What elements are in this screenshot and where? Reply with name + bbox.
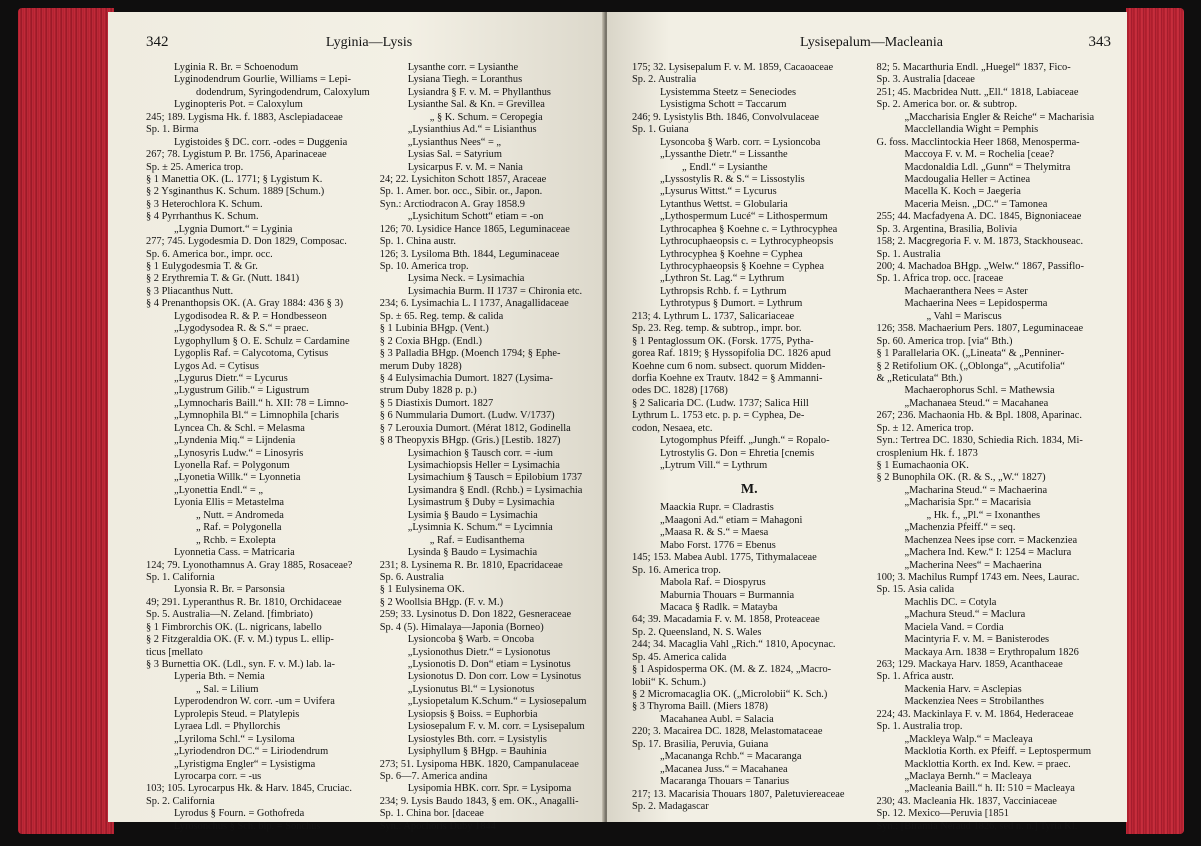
entry-line: 126; 3. Lysiloma Bth. 1844, Leguminaceae <box>379 248 560 260</box>
entry-line: „ Hk. f., „Pl.“ = Ixonanthes <box>926 509 1040 521</box>
entry-line: codon, Nesaea, etc. <box>632 422 713 434</box>
entry-line: odes DC. 1828) [1768) <box>632 385 728 397</box>
entry-line: § 3 Heterochlora K. Schum. <box>146 198 263 210</box>
entry-line: Mackenziea Nees = Strobilanthes <box>904 696 1044 708</box>
entry-line: Lysiana Tiegh. = Loranthus <box>407 74 523 86</box>
entry-line: Lyginia R. Br. = Schoenodum <box>174 62 299 73</box>
entry-line: Lyperia Bth. = Nemia <box>174 671 265 683</box>
entry-line: „Lysianthius Ad.“ = Lisianthus <box>407 124 537 136</box>
entry-line: Maciela Vand. = Cordia <box>904 621 1004 633</box>
entry-line: Mabola Raf. = Diospyrus <box>660 577 766 589</box>
entry-line: Lysima Neck. = Lysimachia <box>407 273 525 285</box>
entry-line: „Macananga Rchb.“ = Macaranga <box>660 751 802 763</box>
entry-line: 259; 33. Lysinotus D. Don 1822, Gesneraceae <box>379 609 572 621</box>
entry-line: § 2 Retifolium OK. („Oblonga“, „Acutifolia“ <box>876 360 1065 372</box>
entry-line: Lysoncoba § Warb. corr. = Lysioncoba <box>660 136 821 148</box>
entry-line: Lysias Sal. = Satyrium <box>407 149 502 161</box>
entry-line: „Lysionutus Bl.“ = Lysionotus <box>407 683 535 695</box>
entry-line: 230; 43. Macleania Hk. 1837, Vacciniaceae <box>876 795 1057 807</box>
entry-line: Macintyria F. v. M. = Banisterodes <box>904 634 1050 646</box>
entry-line: § 3 Pliacanthus Nutt. <box>146 285 234 297</box>
entry-line: Lyrodus § Fourn. = Gothofreda <box>174 808 305 820</box>
entry-line: Lyncea Ch. & Schl. = Melasma <box>174 422 305 434</box>
entry-line: „Macharina Steud.“ = Machaerina <box>904 484 1048 496</box>
entry-line: 213; 4. Lythrum L. 1737, Salicariaceae <box>632 310 795 322</box>
entry-line: „ § K. Schum. = Ceropegia <box>429 111 543 123</box>
entry-line: „Lynosyris Ludw.“ = Linosyris <box>174 447 304 459</box>
entry-line: Lythropsis Rchb. f. = Lythrum <box>660 285 787 297</box>
entry-line: 234; 9. Lysis Baudo 1843, § em. OK., Anagalli- <box>379 795 579 807</box>
entry-line: Lysipomia HBK. corr. Spr. = Lysipoma <box>407 783 572 795</box>
column-1-top <box>632 62 867 472</box>
entry-line: Lysioncoba § Warb. = Oncoba <box>407 634 535 646</box>
entry-line: Machaeranthera Nees = Aster <box>904 285 1028 297</box>
entry-line: Lysistemma Steetz = Seneciodes <box>660 86 797 98</box>
entry-line: „Lyndenia Miq.“ = Lijndenia <box>174 435 296 447</box>
entry-line: „Lyssanthe Dietr.“ = Lissanthe <box>660 149 788 161</box>
entry-line: Sp. 2. America bor. or. & subtrop. <box>876 99 1018 111</box>
entry-line: Lysiopsis § Boiss. = Euphorbia <box>407 708 538 720</box>
entry-line: Lyprolepis Steud. = Platylepis <box>174 708 300 720</box>
entry-line: Sp. 6. America bor., impr. occ. <box>146 248 273 260</box>
entry-line: Sp. 1. Africa austr. <box>876 671 954 683</box>
running-title: Lysisepalum—Macleania <box>799 35 944 50</box>
entry-line: Maburnia Thouars = Burmannia <box>660 589 795 601</box>
entry-line: „ Raf. = Eudisanthema <box>429 534 525 546</box>
entry-line: Sp. 2. Australia <box>632 74 697 86</box>
entry-line: 246; 9. Lysistylis Bth. 1846, Convolvulaceae <box>632 111 820 123</box>
entry-line: „Machanaea Steud.“ = Macahanea <box>904 397 1049 409</box>
section-letter-m: M. <box>740 482 758 498</box>
entry-line: Sp. 60. America trop. [via“ Bth.) <box>876 335 1013 347</box>
left-page-column-2 <box>380 62 592 833</box>
entry-line: Macella K. Koch = Jaegeria <box>904 186 1021 198</box>
left-page <box>108 12 606 832</box>
entry-line: 100; 3. Machilus Rumpf 1743 em. Nees, Laurac. <box>876 571 1080 583</box>
entry-line: 126; 358. Machaerium Pers. 1807, Leguminaceae <box>876 323 1084 335</box>
entry-line: Syn.: Arctiodracon A. Gray 1858.9 <box>379 198 525 210</box>
entry-line: „Maagoni Ad.“ etiam = Mahagoni <box>660 514 803 526</box>
entry-line: Macklottia Korth. ex Ind. Kew. = praec. <box>904 758 1071 770</box>
entry-line: 64; 39. Macadamia F. v. M. 1858, Proteaceae <box>632 614 820 626</box>
entry-line: „ Endl.“ = Lysianthe <box>682 161 768 173</box>
entry-line: Sp. 23. Reg. temp. & subtrop., impr. bor. <box>632 323 802 335</box>
entry-line: Sp. 12. Mexico—Peruvia [1851 <box>876 808 1009 820</box>
entry-line: „Lygnia Dumort.“ = Lyginia <box>174 223 293 235</box>
entry-line: Lysicarpus F. v. M. = Nania <box>407 161 523 173</box>
entry-line: Lygophyllum § O. E. Schulz = Cardamine <box>174 335 350 347</box>
entry-line: § 3 Palladia BHgp. (Moench 1794; § Ephe- <box>379 348 561 360</box>
entry-line: Lyraea Ldl. = Phyllorchis <box>174 721 281 733</box>
entry-line: „Maclaya Bernh.“ = Macleaya <box>904 770 1032 782</box>
entry-line: „Lysianthus Nees“ = „ <box>407 136 502 148</box>
entry-line: Sp. 1. Australia trop. <box>876 721 963 733</box>
entry-line: Sp. 4 (5). Himalaya—Japonia (Borneo) <box>379 621 544 633</box>
entry-line: 126; 70. Lysidice Hance 1865, Leguminaceae <box>379 223 570 235</box>
running-head-left <box>146 34 592 58</box>
entry-line: lobii“ K. Schum.) <box>632 676 706 688</box>
entry-line: 277; 745. Lygodesmia D. Don 1829, Composac. <box>146 236 347 248</box>
entry-line: „ Raf. = Polygonella <box>196 522 282 534</box>
entry-line: Lysiosepalum F. v. M. corr. = Lysisepalum <box>407 721 585 733</box>
entry-line: Syn.: Tertrea DC. 1830, Schiedia Rich. 1834, Mi- <box>876 435 1083 447</box>
entry-line: Sp. ± 12. America trop. <box>876 422 974 434</box>
entry-line: ticus [mellato <box>146 646 203 658</box>
entry-line: Lytanthus Wettst. = Globularia <box>660 198 788 210</box>
entry-line: merum Duby 1828) <box>379 360 462 372</box>
entry-line: „Maccharisia Engler & Reiche“ = Macharisia <box>904 111 1095 123</box>
entry-line: „Machera Ind. Kew.“ I: 1254 = Maclura <box>904 547 1072 559</box>
column-1-bottom <box>632 502 867 813</box>
entry-line: „ Sal. = Lilium <box>196 683 259 695</box>
right-page <box>607 12 1127 832</box>
entry-line: „Machura Steud.“ = Maclura <box>904 609 1026 621</box>
entry-line: „Lysiopetalum K.Schum.“ = Lysiosepalum <box>407 696 587 708</box>
entry-line: Lysianthe Sal. & Kn. = Grevillea <box>407 99 545 111</box>
entry-line: Lysimastrum § Duby = Lysimachia <box>407 497 555 509</box>
entry-line: „Lysurus Wittst.“ = Lycurus <box>660 186 777 198</box>
entry-line: Macaca § Radlk. = Matayba <box>660 601 778 613</box>
entry-line: Machenzea Nees ipse corr. = Mackenziea <box>904 534 1078 546</box>
entry-line: Sp. 1. Guiana <box>632 124 689 136</box>
right-page-column-2 <box>877 62 1112 833</box>
entry-line: Maackia Rupr. = Cladrastis <box>660 502 774 514</box>
entry-line: Sp. 2. Queensland, N. S. Wales <box>632 626 762 638</box>
entry-line: Lygoplis Raf. = Calycotoma, Cytisus <box>174 348 329 360</box>
entry-line: „ Rchb. = Exolepta <box>196 534 276 546</box>
entry-line: 251; 45. Macbridea Nutt. „Ell.“ 1818, Labiaceae <box>876 86 1079 98</box>
entry-line: Sp. 16. America trop. <box>632 564 721 576</box>
entry-line: Sp. 3. Argentina, Brasilia, Bolivia <box>876 223 1018 235</box>
entry-line: Lytogomphus Pfeiff. „Jungh.“ = Ropalo- <box>660 435 830 447</box>
entry-line: Sp. 15. Asia calida <box>876 584 955 596</box>
entry-line: Lythrocyphaeopsis § Koehne = Cyphea <box>660 261 824 272</box>
entry-line: Lyginopteris Pot. = Caloxylum <box>174 99 303 111</box>
entry-line: Lyrocarpa corr. = -us <box>174 770 262 782</box>
entry-line: „Machenzia Pfeiff.“ = seq. <box>904 522 1016 534</box>
entry-line: Sp. ± 65. Reg. temp. & calida <box>379 310 504 322</box>
entry-line: Lyonia Ellis = Metastelma <box>174 497 285 509</box>
entry-line: Machlis DC. = Cotyla <box>904 596 997 608</box>
entry-line: 220; 3. Macairea DC. 1828, Melastomataceae <box>632 726 823 738</box>
entry-line: Sp. 1. California <box>146 571 215 583</box>
entry-line: „Lysionothus Dietr.“ = Lysionotus <box>407 646 551 658</box>
entry-line: „Lysionotis D. Don“ etiam = Lysinotus <box>407 659 571 670</box>
entry-line: „Mackleya Walp.“ = Macleaya <box>904 733 1033 745</box>
entry-line: § 2 Micromacaglia OK. („Microlobii“ K. Sch.) <box>632 689 828 700</box>
entry-line: § 2 Ysginanthus K. Schum. 1889 [Schum.) <box>146 186 325 198</box>
entry-line: Lysimachia Burm. II 1737 = Chironia etc. <box>407 285 583 297</box>
entry-line: Lythrocuphaeopsis c. = Lythrocypheopsis <box>660 236 834 248</box>
entry-line: Machaerina Nees = Lepidosperma <box>904 298 1048 310</box>
entry-line: Machaerophorus Schl. = Mathewsia <box>904 385 1055 397</box>
entry-line: § 3 Burnettia OK. (Ldl., syn. F. v. M.) lab. la- <box>146 659 335 670</box>
entry-line: § 6 Nummularia Dumort. (Ludw. V/1737) <box>379 410 555 422</box>
entry-line: dorfia Koehne ex Trautv. 1842 = § Ammanni- <box>632 372 823 384</box>
entry-line: § 2 Fitzgeraldia OK. (F. v. M.) typus L. ellip- <box>146 634 334 646</box>
entry-line: Lysiostyles Bth. corr. = Lysistylis <box>407 733 547 745</box>
entry-line: Maceria Meisn. „DC.“ = Tamonea <box>904 198 1048 210</box>
entry-line: „Lyonettia Endl.“ = „ <box>174 484 263 496</box>
entry-line: strum Duby 1828 p. p.) <box>379 385 477 397</box>
entry-line: „Lyssostylis R. & S.“ = Lissostylis <box>660 173 805 185</box>
entry-line: Lythrocyphea § Koehne = Cyphea <box>660 248 803 260</box>
entry-line: „Lymnocharis Baill.“ h. XII: 78 = Limno- <box>174 397 349 409</box>
entry-line: 124; 79. Lyonothamnus A. Gray 1885, Rosaceae? <box>146 559 353 571</box>
entry-line: § 1 Parallelaria OK. („Lineata“ & „Penniner- <box>876 348 1065 360</box>
entry-line: 49; 291. Lyperanthus R. Br. 1810, Orchidaceae <box>146 596 342 608</box>
entry-line: „Macherina Nees“ = Machaerina <box>904 559 1042 571</box>
entry-line: „Lysimnia K. Schum.“ = Lycimnia <box>407 522 553 534</box>
left-page-block-edge <box>18 8 114 834</box>
entry-line: 263; 129. Mackaya Harv. 1859, Acanthaceae <box>876 659 1063 670</box>
entry-line: Lygodisodea R. & P. = Hondbesseon <box>174 310 327 322</box>
entry-line: „Lygodysodea R. & S.“ = praec. <box>174 323 309 335</box>
entry-line: 267; 236. Machaonia Hb. & Bpl. 1808, Aparinac. <box>876 410 1082 422</box>
entry-line: Sp. 17. Brasilia, Peruvia, Guiana <box>632 738 769 750</box>
entry-line: 217; 13. Macarisia Thouars 1807, Paletuviereaceae <box>632 788 845 800</box>
entry-line: Lytrostylis G. Don = Ehretia [cnemis <box>660 447 815 459</box>
entry-line: Sp. ± 25. America trop. <box>146 161 244 173</box>
entry-line: Lysimachium § Tausch = Epilobium 1737 <box>407 472 583 484</box>
entry-line: 175; 32. Lysisepalum F. v. M. 1859, Cacaoaceae <box>632 62 834 73</box>
entry-line: 145; 153. Mabea Aubl. 1775, Tithymalaceae <box>632 552 817 564</box>
entry-line: Lysimia § Baudo = Lysimachia <box>407 509 538 521</box>
entry-line: „Lymnophila Bl.“ = Limnophila [charis <box>174 410 339 422</box>
entry-line: „Macharisia Spr.“ = Macarisia <box>904 497 1031 509</box>
right-page-column-1 <box>632 62 867 833</box>
entry-line: „Lyonetia Willk.“ = Lyonnetia <box>174 472 301 484</box>
entry-line: Macahanea Aubl. = Salacia <box>660 713 774 725</box>
entry-line: Sp. 2. California <box>146 795 215 807</box>
entry-line: Lysanthe corr. = Lysianthe <box>407 62 519 73</box>
entry-line: „ Vahl = Mariscus <box>926 310 1002 322</box>
entry-line: § 2 Salicaria DC. (Ludw. 1737; Salica Hill <box>632 397 809 409</box>
entry-line: & „Reticulata“ Bth.) <box>876 372 963 384</box>
entry-line: § 4 Prenanthopsis OK. (A. Gray 1884: 436 § 3) <box>146 298 344 310</box>
entry-line: Lysimachiopsis Heller = Lysimachia <box>407 460 560 471</box>
entry-line: Mackaya Arn. 1838 = Erythropalum 1826 <box>904 646 1079 658</box>
entry-line: Lygistoides § DC. corr. -odes = Duggenia <box>174 136 348 148</box>
entry-line: § 3 Thyroma Baill. (Miers 1878) <box>632 701 769 713</box>
entry-line: § 2 Bunophila OK. (R. & S., „W.“ 1827) <box>876 472 1046 484</box>
entry-line: § 1 Eumachaonia OK. <box>876 460 969 471</box>
page-number: 342 <box>146 34 169 50</box>
entry-line: 231; 8. Lysinema R. Br. 1810, Epacridaceae <box>379 559 563 571</box>
entry-line: Sp. 6—7. America andina <box>379 770 488 782</box>
entry-line: Lysiphyllum § BHgp. = Bauhinia <box>407 746 547 758</box>
entry-line: 200; 4. Machadoa BHgp. „Welw.“ 1867, Passiflo- <box>876 261 1084 272</box>
entry-line: 24; 22. Lysichiton Schott 1857, Araceae <box>379 173 547 185</box>
entry-line: „Lyriloma Schl.“ = Lysiloma <box>174 733 295 745</box>
entry-line: Mackenia Harv. = Asclepias <box>904 683 1022 695</box>
entry-line: 273; 51. Lysipoma HBK. 1820, Campanulaceae <box>379 758 579 770</box>
entry-line: Lyonella Raf. = Polygonum <box>174 460 290 471</box>
entry-line: Macaranga Thouars = Tanarius <box>660 776 790 788</box>
entry-line: Sp. 45. America calida <box>632 651 727 663</box>
entry-line: § 1 Eulysinema OK. <box>379 584 465 596</box>
entry-line: Lygos Ad. = Cytisus <box>174 360 259 372</box>
entry-line: 267; 78. Lygistum P. Br. 1756, Aparinaceae <box>146 149 327 161</box>
entry-line: Lysimandra § Endl. (Rchb.) = Lysimachia <box>407 484 583 496</box>
entry-line: 245; 189. Lygisma Hk. f. 1883, Asclepiadaceae <box>146 111 343 123</box>
entry-line: Maccoya F. v. M. = Rochelia [ceae? <box>904 149 1054 161</box>
entry-line: Macklotia Korth. ex Pfeiff. = Leptospermum <box>904 746 1092 758</box>
entry-line: „Lythron St. Lag.“ = Lythrum <box>660 273 785 285</box>
entry-line: Lysistigma Schott = Taccarum <box>660 99 787 111</box>
entry-line: 255; 44. Macfadyena A. DC. 1845, Bignoniaceae <box>876 211 1082 223</box>
running-head-right <box>632 34 1111 58</box>
entry-line: gorea Raf. 1819; § Hyssopifolia DC. 1826 apud <box>632 348 831 360</box>
entry-line: 103; 105. Lyrocarpus Hk. & Harv. 1845, Cruciac. <box>146 783 352 795</box>
entry-line: Sp. 3. Australia [daceae <box>876 74 975 86</box>
entry-line: Lyginodendrum Gourlie, Williams = Lepi- <box>174 74 351 86</box>
entry-line: „Lygurus Dietr.“ = Lycurus <box>174 372 288 384</box>
entry-line: „Lyriodendron DC.“ = Liriodendrum <box>174 746 329 758</box>
entry-line: § 1 Lubinia BHgp. (Vent.) <box>379 323 489 335</box>
entry-line: crosplenium Hk. f. 1873 <box>876 447 978 459</box>
entry-line: Koehne cum 6 nom. subsect. quorum Midden- <box>632 360 826 372</box>
entry-line: „ Nutt. = Andromeda <box>196 509 284 521</box>
entry-line: § 1 Manettia OK. (L. 1771; § Lygistum K. <box>146 173 323 185</box>
entry-line: Lysimachion § Tausch corr. = -ium <box>407 447 553 459</box>
entry-line: Sp. 1. Africa trop. occ. [raceae <box>876 273 1004 285</box>
entry-line: Syn.: [Biramia Néraud 1826, sed n. n.] Tyria Kl. <box>876 820 1078 832</box>
entry-line: § 1 Fimbrorchis OK. (L. nigricans, labello <box>146 621 322 633</box>
entry-line: „Lyristigma Engler“ = Lysistigma <box>174 758 316 770</box>
entry-line: „Lythospermum Lucé“ = Lithospermum <box>660 211 828 223</box>
entry-line: Macdougalia Heller = Actinea <box>904 173 1031 185</box>
entry-line: § 7 Lerouxia Dumort. (Mérat 1812, Godinella <box>379 422 571 434</box>
entry-line: § 2 Woollsia BHgp. (F. v. M.) <box>379 596 504 608</box>
entry-line: „Maasa R. & S.“ = Maesa <box>660 527 769 539</box>
entry-line: § 1 Pentaglossum OK. (Forsk. 1775, Pytha- <box>632 335 814 347</box>
entry-line: Sp. 1. Birma <box>146 124 199 136</box>
entry-line: Sp. 1. China bor. [daceae <box>379 808 484 820</box>
entry-line: Sp. 1. Australia <box>876 248 941 260</box>
entry-line: § 2 Erythremia T. & Gr. (Nutt. 1841) <box>146 273 300 285</box>
entry-line: § 5 Diastixis Dumort. 1827 <box>379 397 494 409</box>
right-page-block-edge <box>1126 8 1184 834</box>
entry-line: Mabo Forst. 1776 = Ebenus <box>660 539 776 551</box>
entry-line: Lysiandra § F. v. M. = Phyllanthus <box>407 86 551 98</box>
entry-line: Lyperodendron W. corr. -um = Uvifera <box>174 696 335 708</box>
entry-line: 158; 2. Macgregoria F. v. M. 1873, Stackhouseac. <box>876 236 1084 248</box>
entry-line: Lyonsia R. Br. = Parsonsia <box>174 584 285 596</box>
entry-line: G. foss. Macclintockia Heer 1868, Menosperma- <box>876 136 1080 148</box>
entry-line: 224; 43. Mackinlaya F. v. M. 1864, Hederaceae <box>876 708 1074 720</box>
entry-line: 82; 5. Macarthuria Endl. „Huegel“ 1837, Fico- <box>876 62 1071 73</box>
entry-line: Lyonnetia Cass. = Matricaria <box>174 547 295 559</box>
entry-line: Macdonaldia Ldl. „Gunn“ = Thelymitra <box>904 161 1071 173</box>
entry-line: § 1 Aspidosperma OK. (M. & Z. 1824, „Macro- <box>632 664 832 676</box>
running-title: Lyginia—Lysis <box>325 35 413 50</box>
entry-line: § 4 Pyrrhanthus K. Schum. <box>146 211 259 223</box>
entry-line: Sp. 1. Amer. bor. occ., Sibir. or., Japon. <box>379 186 543 198</box>
entry-line: 244; 34. Macaglia Vahl „Rich.“ 1810, Apocynac. <box>632 639 836 651</box>
entry-line: Lyrosonchus § Sch. bip. = Sonchus <box>174 820 321 832</box>
entry-line: Sp. 10. America trop. <box>379 261 469 272</box>
entry-line: § 1 Eulygodesmia T. & Gr. <box>146 261 258 272</box>
entry-line: Lysinda § Baudo = Lysimachia <box>407 547 538 559</box>
page-number: 343 <box>1088 34 1111 50</box>
entry-line: dodendrum, Syringodendrum, Caloxylum <box>196 86 370 98</box>
entry-line: Sp. 2. Madagascar <box>632 800 709 812</box>
entry-line: Lysionotus D. Don corr. Low = Lysinotus <box>407 671 582 683</box>
entry-line: Sp. 5. Australia—N. Zeland. [fimbriato) <box>146 609 313 621</box>
entry-line: „Lysichitum Schott“ etiam = -on <box>407 211 544 223</box>
entry-line: § 4 Eulysimachia Dumort. 1827 (Lysima- <box>379 372 553 384</box>
entry-line: § 8 Theopyxis BHgp. (Gris.) [Lestib. 1827) <box>379 435 561 447</box>
entry-line: Macclellandia Wight = Pemphis <box>904 124 1039 136</box>
entry-line: „Lytrum Vill.“ = Lythrum <box>660 460 768 471</box>
entry-line: § 2 Coxia BHgp. (Endl.) <box>379 335 482 347</box>
entry-line: „Macanea Juss.“ = Macahanea <box>660 763 788 775</box>
left-page-column-1 <box>146 62 370 833</box>
entry-line: Sp. 1. China austr. <box>379 236 456 248</box>
entry-line: Sp. 6. Australia <box>379 571 444 583</box>
entry-line: Lythrotypus § Dumort. = Lythrum <box>660 298 803 310</box>
entry-line: Lythrocaphea § Koehne c. = Lythrocyphea <box>660 223 838 235</box>
entry-line: Lythrum L. 1753 etc. p. p. = Cyphea, De- <box>632 410 805 422</box>
entry-line: „Macleania Baill.“ h. II: 510 = Macleaya <box>904 783 1075 795</box>
entry-line: Syn.: Apochoris Duby 1844 <box>379 820 496 832</box>
entry-line: 234; 6. Lysimachia L. I 1737, Anagallidaceae <box>379 298 569 310</box>
entry-line: „Lygustrum Gilib.“ = Ligustrum <box>174 385 310 397</box>
